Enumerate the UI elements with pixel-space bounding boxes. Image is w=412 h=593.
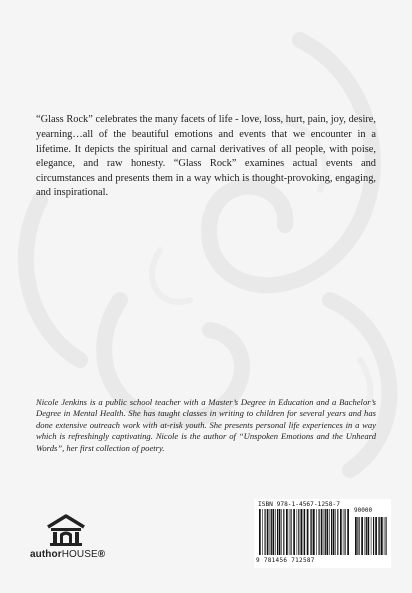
barcode-bar <box>347 509 349 555</box>
barcode-bar <box>291 509 292 555</box>
barcode-bar <box>286 509 288 555</box>
barcode-bar <box>359 517 360 555</box>
barcode-bar <box>329 509 330 555</box>
barcode-bar <box>279 509 281 555</box>
barcode-bar <box>283 509 284 555</box>
barcode-bar <box>303 509 304 555</box>
publisher-name: authorHOUSE® <box>30 549 106 560</box>
barcode-bar <box>259 509 261 555</box>
barcode-bar <box>267 509 269 555</box>
barcode-bar <box>262 509 263 555</box>
isbn-barcode <box>254 499 391 568</box>
barcode-bar <box>366 517 367 555</box>
barcode-bar <box>273 509 275 555</box>
barcode-bar <box>297 509 298 555</box>
barcode-bar <box>275 509 276 555</box>
barcode-bar <box>265 509 266 555</box>
barcode-bar <box>281 509 282 555</box>
barcode-bar <box>335 509 336 555</box>
isbn-text: ISBN 978-1-4567-1258-7 <box>258 501 340 508</box>
barcode-bar <box>386 517 387 555</box>
barcode-bar <box>271 509 272 555</box>
barcode-bar <box>371 517 372 555</box>
author-bio: Nicole Jenkins is a public school teacher with a Master’s Degree in Education and a Bachelor’s Degree in Mental Health. She has taught classes in writing to children for several years and has done extensive outreach work with at-risk youth. She presents personal life experiences in a way which is refreshingly captivating. Nicole is the author of “Unspoken Emotions and the Unheard Words”, her first collection of poetry. <box>36 396 376 453</box>
barcode-bar <box>340 509 342 555</box>
barcode-bar <box>327 509 329 555</box>
ean-digits: 9 781456 712587 <box>256 557 315 564</box>
barcode-bar <box>293 509 295 555</box>
barcode-bar <box>307 509 309 555</box>
barcode-bar <box>378 517 379 555</box>
barcode-bar <box>289 509 290 555</box>
barcode-bar <box>384 517 385 555</box>
barcode-bar <box>277 509 278 555</box>
barcode-bar <box>324 509 325 555</box>
barcode-bar <box>331 509 332 555</box>
barcode-bar <box>365 517 366 555</box>
addon-barcode-bars <box>354 517 388 557</box>
barcode-bar <box>325 509 326 555</box>
barcode-bar <box>355 517 357 555</box>
barcode-bar <box>337 509 338 555</box>
barcode-bar <box>361 517 363 555</box>
price-addon: 90000 <box>354 507 373 514</box>
barcode-bar <box>304 509 305 555</box>
barcode-bar <box>357 517 358 555</box>
barcode-bar <box>316 509 317 555</box>
barcode-bar <box>313 509 315 555</box>
barcode-bar <box>373 517 374 555</box>
barcode-bar <box>375 517 377 555</box>
barcode-bar <box>381 517 383 555</box>
barcode-bar <box>319 509 320 555</box>
barcode-bar <box>379 517 380 555</box>
ean-barcode-bars <box>258 509 352 557</box>
barcode-bar <box>343 509 344 555</box>
barcode-bar <box>321 509 323 555</box>
book-description: “Glass Rock” celebrates the many facets of life - love, loss, hurt, pain, joy, desire, yearning…all of the beautiful emotions and events that we encounter in a lifetime. It depicts the spiritual and carnal derivatives of all people, with poise, elegance, and raw honesty. “Glass Rock” examines actual events and circumstances and presents them in a way which is thought-provoking, engaging, and inspirational. <box>36 114 376 199</box>
barcode-bar <box>368 517 370 555</box>
barcode-bar <box>345 509 346 555</box>
publisher-logo <box>30 513 120 565</box>
barcode-bar <box>270 509 271 555</box>
barcode-bar <box>310 509 311 555</box>
barcode-bar <box>298 509 299 555</box>
barcode-bar <box>311 509 312 555</box>
barcode-bar <box>333 509 335 555</box>
authorhouse-logo-icon <box>45 513 87 547</box>
barcode-bar <box>301 509 303 555</box>
